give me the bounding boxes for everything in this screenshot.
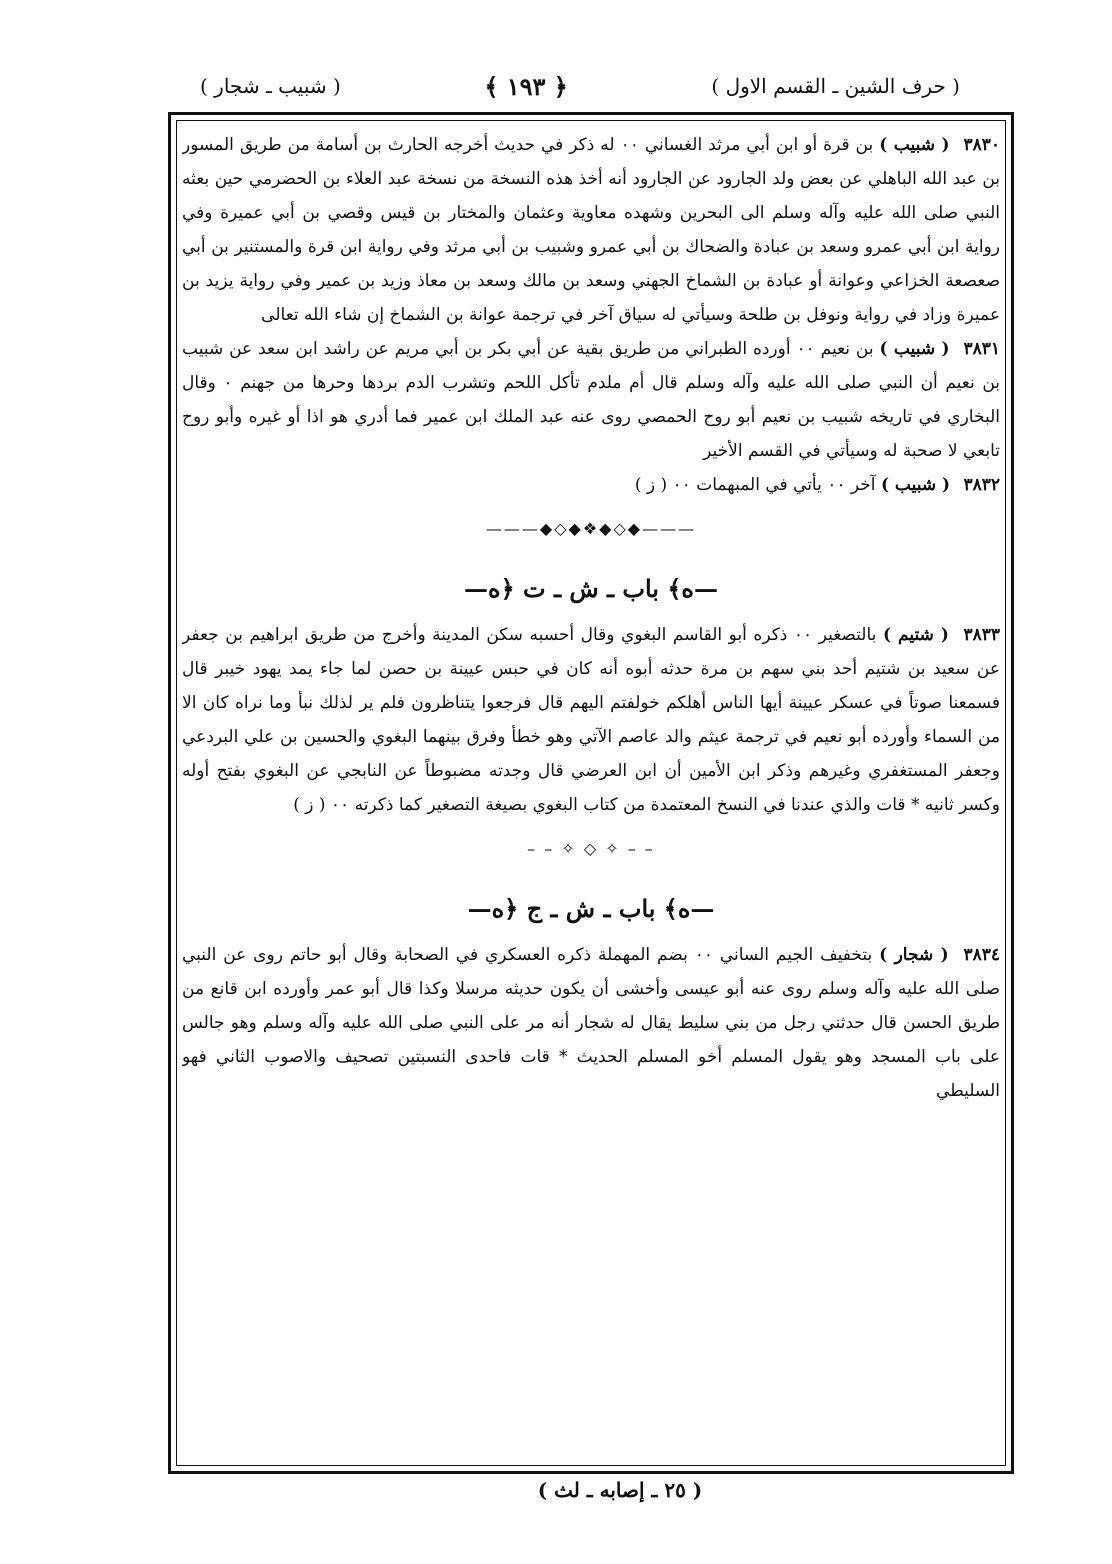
section-heading: —ﻩ﴾ باب ـ ش ـ ج ﴿ﻩ— bbox=[467, 894, 715, 923]
entry bbox=[182, 332, 1000, 468]
entry-number: ٣٨٣٠ bbox=[963, 135, 1000, 155]
entry bbox=[182, 128, 1000, 332]
entry bbox=[182, 618, 1000, 822]
entry-number: ٣٨٣٤ bbox=[963, 945, 1000, 965]
entry-text: بن نعيم ٠٠ أورده الطبراني من طريق بقية عن أبي بكر بن أبي مريم عن راشد ابن سعد عن شبيب بن نعيم أن النبي صلى الله عليه وآله وسلم قال أم ملدم تأكل اللحم وتشرب الدم بردها وحرها من جهنم ٠ وقال البخاري في تاريخه شبيب بن نعيم أبو روح الحمصي روى عنه عبد الملك ابن عمير فما أدري هو اذا أو غيره وأبو روح تابعي لا صحبة له وسيأتي في القسم الأخير bbox=[182, 339, 1000, 461]
entry-text: بتخفيف الجيم الساني ٠٠ بضم المهملة ذكره العسكري في الصحابة وقال أبو حاتم روى عن النبي صلى الله عليه وآله وسلم روى عنه أبو عيسى وأخشى أن يكون حديثه مرسلا وكذا قال أبو عمر وأورده ابن قانع من طريق الحسن قال حدثني رجل من بني سليط يقال له شجار أنه مر على النبي صلى الله عليه وآله وسلم وهو جالس على باب المسجد وهو يقول المسلم أخو المسلم الحديث * قات فاحدى النسبتين تصحيف والاصوب الثاني فهو السليطي bbox=[182, 945, 1000, 1101]
page-body bbox=[182, 128, 1000, 1458]
entry-name: ( شتيم ) bbox=[882, 625, 949, 645]
entry bbox=[182, 938, 1000, 1108]
ornament-divider: – – ✧ ◇ ✧ – – bbox=[527, 839, 655, 858]
entry-text: بالتصغير ٠٠ ذكره أبو القاسم البغوي وقال أحسبه سكن المدينة وأخرج من طريق ابراهيم بن جعفر عن سعيد بن شتيم أحد بني سهم بن مرة حدثه أبوه أنه كان في حبس عيينة بن حصن لما جاء يمد يهود خيبر قال فسمعنا صوتاً في عسكر عيينة أيها الناس أهلكم خولفتم اليهم قال فرجعوا يتناظرون فلم ير لذلك نبأ وما نراه كان الا من السماء وأورده أبو نعيم في ترجمة عيثم والد عاصم الآتي وهو خطأ وفرق بينهما البغوي والحسين بن علي البردعي وجعفر المستغفري وغيرهم وذكر ابن الأمين أن ابن العرضي قال وجدته مضبوطاً عن النابجي عن البغوي بفتح أوله وكسر ثانيه * قات والذي عندنا في النسخ المعتمدة من كتاب البغوي بصيغة التصغير كما ذكرته ٠٠ ( ز ) bbox=[182, 625, 1000, 815]
page-number: ﴿ ١٩٣ ﴾ bbox=[484, 71, 568, 101]
section-heading: —ﻩ﴾ باب ـ ش ـ ت ﴿ﻩ— bbox=[464, 574, 718, 603]
entry-text: آخر ٠٠ يأتي في المبهمات ٠٠ ( ز ) bbox=[634, 475, 876, 495]
page-signature: ( ٢٥ ـ إصابه ـ لث ) bbox=[537, 1478, 703, 1502]
entry-name: ( شجار ) bbox=[879, 945, 949, 965]
entry bbox=[182, 468, 1000, 502]
entry-number: ٣٨٣٣ bbox=[963, 625, 1000, 645]
page-header bbox=[200, 66, 960, 106]
entry-name: ( شبيب ) bbox=[879, 339, 950, 359]
ornament-divider: ———◆◇◆❖◆◇◆——— bbox=[485, 519, 697, 538]
header-chapter: ( حرف الشين ـ القسم الاول ) bbox=[711, 74, 960, 98]
entry-text: بن قرة أو ابن أبي مرثد الغساني ٠٠ له ذكر في حديث أخرجه الحارث بن أسامة من طريق المسور بن عبد الله الباهلي عن بعض ولد الجارود عن الجارود أنه أخذ هذه النسخة من نسخة عبد العلاء بن الحضرمي حين بعثه النبي صلى الله عليه وآله وسلم الى البحرين وشهده معاوية وعثمان والمختار بن قيس وقصي بن أبي عميرة وفي رواية ابن أبي عمرو وسعد بن عبادة والضحاك بن أبي عمرو وشبيب بن أبي مرثد وفي رواية ابن قرة والمستنير بن أبي صعصعة الخزاعي وعوانة أو عبادة بن الشماخ الجهني وسعد بن مالك وسعد بن معاذ وزيد بن عمير وفي رواية يزيد بن عميرة وزاد في رواية ونوفل بن طلحة وسيأتي له سياق آخر في ترجمة عوانة بن الشماخ إن شاء الله تعالى bbox=[182, 135, 1000, 325]
header-entry-range: ( شبيب ـ شجار ) bbox=[200, 74, 341, 98]
entry-name: ( شبيب ) bbox=[880, 475, 951, 495]
entry-name: ( شبيب ) bbox=[879, 135, 950, 155]
entry-number: ٣٨٣٢ bbox=[963, 475, 1000, 495]
entry-number: ٣٨٣١ bbox=[963, 339, 1000, 359]
